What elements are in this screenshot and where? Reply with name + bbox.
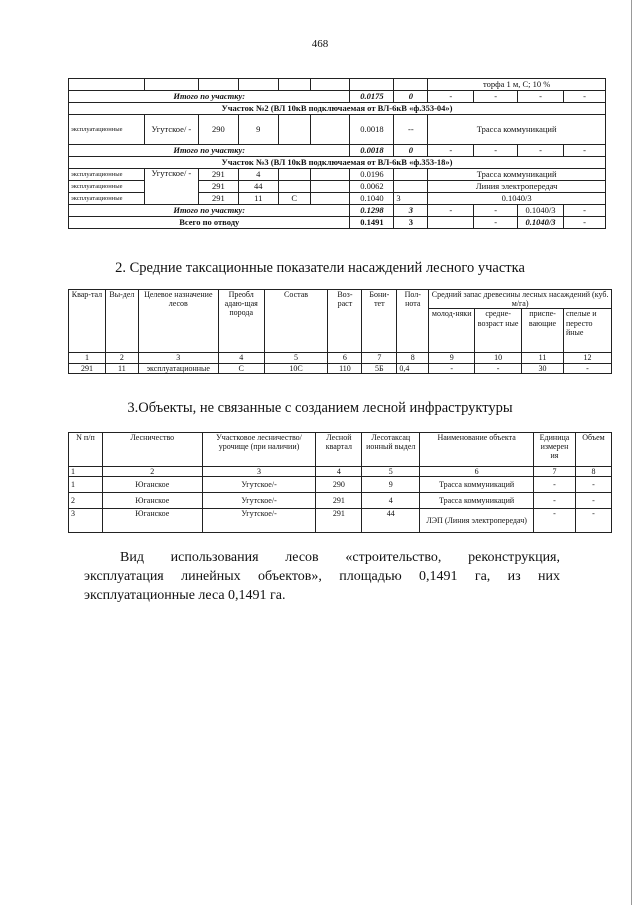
table-header-row: Квар-тал Вы-дел Целевое назначение лесов Преобл адаю-щая порода Состав Воз-раст Бони-тет Пол-нота Средний запас древесины лесных насаждений (куб. м/га) <box>69 290 612 309</box>
table-header-row: N п/п Лесничество Участковое лесничество/урочище (при наличии) Лесной квартал Лесотаксац ионный выдел Наименование объекта Единица измерен ия Объем <box>69 433 612 467</box>
column-number-row: 1 2 3 4 5 6 7 8 9 10 11 12 <box>69 353 612 363</box>
total-row: Всего по отводу 0.1491 3 - 0.1040/3 - <box>69 217 606 229</box>
subtotal-label: Итого по участку: <box>69 91 350 103</box>
table-row: 291 11 эксплуатационные С 10С 110 5Б 0,4 - - 30 - <box>69 363 612 373</box>
objects-table <box>68 432 612 533</box>
table-row: 2 Юганское Угутское/- 291 4 Трасса коммуникаций - - <box>69 493 612 509</box>
page-number: 468 <box>311 38 329 50</box>
subtotal-row: Итого по участку: 0.1298 3 - - 0.1040/3 - <box>69 205 606 217</box>
section-3-title: Участок №3 (ВЛ 10кВ подключаемая от ВЛ-6кВ «ф.353-18») <box>69 157 606 169</box>
subtotal-row: Итого по участку: 0.0018 0 - - - - <box>69 145 606 157</box>
paragraph-line: Вид использования лесов «строительство, реконструкция, <box>120 550 560 565</box>
table-row: эксплуатационные 291 44 0.0062 Линия электропередач <box>69 181 606 193</box>
allotment-table <box>68 78 606 229</box>
paragraph-line: эксплуатация линейных объектов», площадью 0,1491 га, из них <box>84 569 560 584</box>
table-row: 3 Юганское Угутское/- 291 44 ЛЭП (Линия электропередач) - - <box>69 509 612 533</box>
table-row: эксплуатационные Угутское/ - 291 4 0.0196 Трасса коммуникаций <box>69 169 606 181</box>
table-row: эксплуатационные 291 11 С 0.1040 3 0.1040/3 <box>69 193 606 205</box>
paragraph-line: эксплуатационные леса 0,1491 га. <box>84 588 286 603</box>
section-heading-2: 2. Средние таксационные показатели насаждений лесного участка <box>115 260 525 276</box>
section-title-row <box>69 157 606 169</box>
table-header-row: молод-няки средне-возраст ные приспе-вающие спелые и пересто йные <box>69 309 612 353</box>
column-number-row: 1 2 3 4 5 6 7 8 <box>69 467 612 477</box>
section-2-title: Участок №2 (ВЛ 10кВ подключаемая от ВЛ-6кВ «ф.353-04») <box>69 103 606 115</box>
taxation-table <box>68 289 612 374</box>
section-heading-3: 3.Объекты, не связанные с созданием лесной инфраструктуры <box>127 400 513 416</box>
table-row: 1 Юганское Угутское/- 290 9 Трасса коммуникаций - - <box>69 477 612 493</box>
table-row <box>69 79 606 91</box>
summary-paragraph <box>84 548 560 605</box>
scan-edge-line <box>631 0 632 905</box>
total-label: Всего по отводу <box>69 217 350 229</box>
section-title-row <box>69 103 606 115</box>
table-row: эксплуатационные Угутское/ - 290 9 0.0018 -- Трасса коммуникаций <box>69 115 606 145</box>
subtotal-row: Итого по участку: 0.0175 0 - - - - <box>69 91 606 103</box>
note-cell: торфа 1 м, С; 10 % <box>428 79 606 91</box>
